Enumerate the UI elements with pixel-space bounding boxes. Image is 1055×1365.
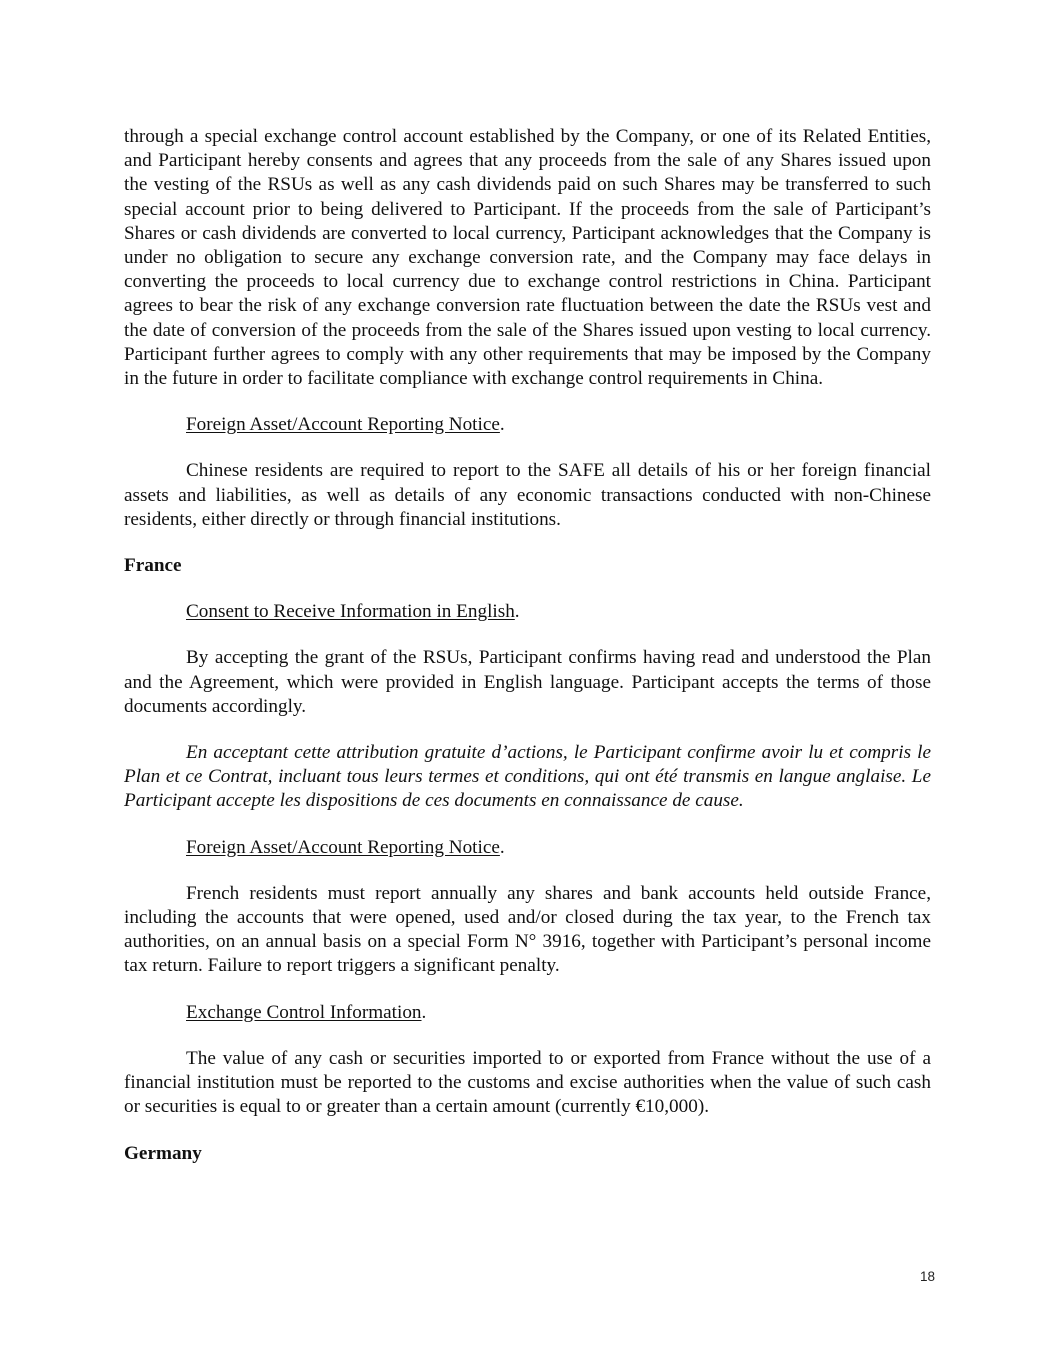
section-heading-germany: Germany — [124, 1142, 202, 1164]
section-heading-france: France — [124, 555, 182, 577]
subheading-foreign-asset-france — [124, 836, 931, 860]
paragraph-consent-french: En acceptant cette attribution gratuite d’actions, le Participant confirme avoir lu et compris le Plan et ce Contrat, incluant tous leurs termes et conditions, qui ont été transmis en langue anglaise. Le Participant accepte les dispositions de ces documents en connaissance de cause. — [124, 742, 931, 812]
subheading-period: . — [499, 836, 505, 858]
subheading-label: Foreign Asset/Account Reporting Notice — [186, 414, 500, 436]
subheading-label: Consent to Receive Information in English — [186, 601, 515, 623]
subheading-period: . — [421, 1001, 427, 1023]
subheading-exchange-control — [124, 1001, 931, 1025]
paragraph-france-exchange-control: The value of any cash or securities imported to or exported from France without the use of a financial institution must be reported to the customs and excise authorities when the value of such cash or securities is equal to or greater than a certain amount (currently €10,000). — [124, 1047, 931, 1118]
subheading-period: . — [499, 414, 505, 436]
paragraph-consent-english: By accepting the grant of the RSUs, Participant confirms having read and understood the Plan and the Agreement, which were provided in English language. Participant accepts the terms of those documents accordingly. — [124, 647, 931, 717]
subheading-foreign-asset-china — [124, 413, 931, 437]
paragraph-china-reporting: Chinese residents are required to report to the SAFE all details of his or her foreign financial assets and liabilities, as well as details of any economic transactions conducted with non-Chinese residents, either directly or through financial institutions. — [124, 460, 931, 530]
page-number: 18 — [919, 1269, 935, 1284]
subheading-label: Exchange Control Information — [186, 1001, 422, 1023]
subheading-period: . — [514, 601, 520, 623]
paragraph-france-reporting: French residents must report annually any shares and bank accounts held outside France, including the accounts that were opened, used and/or closed during the tax year, to the French tax authorities, on an annual basis on a special Form N° 3916, together with Participant’s personal income tax return. Failure to report triggers a significant penalty. — [124, 882, 931, 977]
subheading-consent-english — [124, 600, 931, 624]
subheading-label: Foreign Asset/Account Reporting Notice — [186, 836, 500, 858]
paragraph-china-exchange-control: through a special exchange control account established by the Company, or one of its Related Entities, and Participant hereby consents and agrees that any proceeds from the sale of any Shares issued upon the vesting of the RSUs as well as any cash dividends paid on such Shares may be transferred to such special account prior to being delivered to Participant. If the proceeds from the sale of Participant’s Shares or cash dividends are converted to local currency, Participant acknowledges that the Company is under no obligation to secure any exchange conversion rate, and the Company may face delays in converting the proceeds to local currency due to exchange control restrictions in China. Participant agrees to bear the risk of any exchange conversion rate fluctuation between the date the RSUs vest and the date of conversion of the proceeds from the sale of the Shares issued upon vesting to local currency. Participant further agrees to comply with any other requirements that may be imposed by the Company in the future in order to facilitate compliance with exchange control requirements in China. — [124, 126, 931, 390]
document-page — [124, 125, 931, 1166]
